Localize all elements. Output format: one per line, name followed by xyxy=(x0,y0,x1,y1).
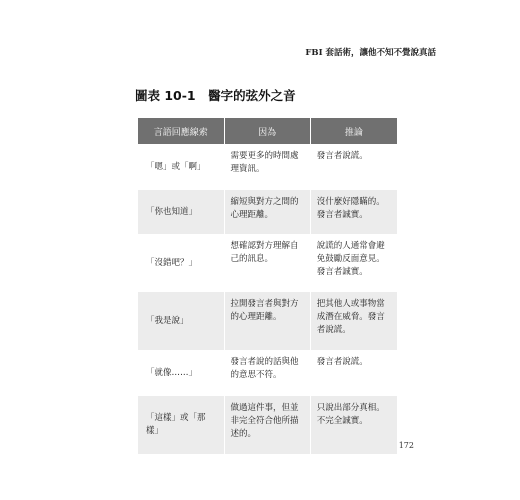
because-cell: 做過這件事，但並非完全符合他所描述的。 xyxy=(225,396,311,454)
inference-cell: 說謊的人通常會避免鼓勵反面意見。發言者誠實。 xyxy=(316,241,385,277)
table-header-row xyxy=(138,118,397,144)
inference-cell: 發言者說謊。 xyxy=(316,151,368,161)
speech-cues-table xyxy=(138,118,397,454)
cue-cell: 「我是說」 xyxy=(138,292,225,350)
page-number: 172 xyxy=(398,441,414,450)
table-row xyxy=(138,350,397,396)
table-row xyxy=(138,144,397,190)
cue-cell: 「嗯」或「啊」 xyxy=(138,144,225,190)
because-cell: 縮短與對方之間的心理距離。 xyxy=(225,190,311,234)
because-cell: 想確認對方理解自己的訊息。 xyxy=(225,234,311,292)
table-row xyxy=(138,292,397,350)
table-row xyxy=(138,234,397,292)
column-header-cue: 言語回應線索 xyxy=(138,118,225,144)
cue-cell: 「你也知道」 xyxy=(138,190,225,234)
because-cell: 拉開發言者與對方的心理距離。 xyxy=(225,292,311,350)
because-cell: 發言者說的話與他的意思不符。 xyxy=(225,350,311,396)
running-header: FBI 套話術，讓他不知不覺說真話 xyxy=(305,48,436,58)
cue-cell: 「沒錯吧？」 xyxy=(138,234,225,292)
table-row xyxy=(138,396,397,454)
cue-cell: 「這樣」或「那樣」 xyxy=(138,396,225,454)
inference-cell: 把其他人或事物當成潛在威脅。發言者說謊。 xyxy=(311,292,397,350)
inference-cell: 沒什麼好隱瞞的。發言者誠實。 xyxy=(311,190,397,234)
column-header-because: 因為 xyxy=(225,118,311,144)
inference-cell: 發言者說謊。 xyxy=(316,357,368,367)
figure-title: 圖表 10-1 醫字的弦外之音 xyxy=(135,88,296,103)
table-row xyxy=(138,190,397,234)
inference-cell: 只說出部分真相。不完全誠實。 xyxy=(311,396,397,454)
cue-cell: 「就像……」 xyxy=(138,350,225,396)
column-header-inference: 推論 xyxy=(311,118,397,144)
because-cell: 需要更多的時間處理資訊。 xyxy=(225,144,311,190)
